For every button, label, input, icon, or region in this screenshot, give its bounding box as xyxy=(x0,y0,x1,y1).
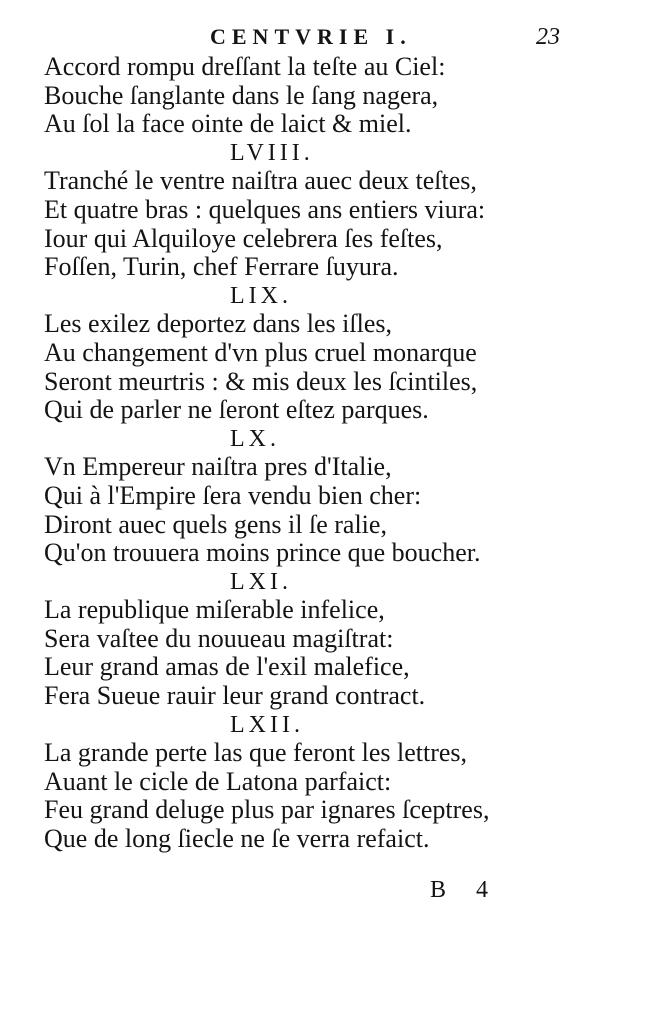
quatrain-continuation xyxy=(44,53,624,139)
verse-line: Feu grand deluge plus par ignares ſceptres, xyxy=(44,795,490,825)
verse-line: Accord rompu dreſſant la teſte au Ciel: xyxy=(44,52,446,81)
quatrain-numeral: LIX. xyxy=(230,282,292,309)
quatrain-numeral: LXII. xyxy=(230,711,304,738)
quatrain-61 xyxy=(44,568,624,711)
verse-line: Qui de parler ne ſeront eſtez parques. xyxy=(44,395,429,425)
quatrain-58 xyxy=(44,139,624,282)
verse-block xyxy=(44,53,624,854)
quatrain-numeral: LX. xyxy=(230,425,280,452)
verse-line: Vn Empereur naiſtra pres d'Italie, xyxy=(44,452,392,482)
verse-line: Auant le cicle de Latona parfaict: xyxy=(44,766,392,796)
verse-line: Qui à l'Empire ſera vendu bien cher: xyxy=(44,480,422,510)
verse-line: Diront auec quels gens il ſe ralie, xyxy=(44,509,387,539)
verse-line: Fera Sueue rauir leur grand contract. xyxy=(44,681,426,711)
verse-line: La republique miſerable infelice, xyxy=(44,595,385,625)
quatrain-60 xyxy=(44,425,624,568)
verse-line: Sera vaſtee du nouueau magiſtrat: xyxy=(44,623,394,653)
signature-number: 4 xyxy=(476,877,489,903)
quatrain-numeral: LXI. xyxy=(230,568,292,595)
signature-mark xyxy=(430,877,488,904)
verse-line: Seront meurtris : & mis deux les ſcintiles, xyxy=(44,366,478,396)
verse-line: Au changement d'vn plus cruel monarque xyxy=(44,337,477,367)
verse-line: Et quatre bras : quelques ans entiers viura: xyxy=(44,194,486,224)
running-head: CENTVRIE I. xyxy=(210,24,412,49)
verse-line: Bouche ſanglante dans le ſang nagera, xyxy=(44,80,439,110)
verse-line: Leur grand amas de l'exil malefice, xyxy=(44,652,410,682)
signature-letter: B xyxy=(430,877,447,903)
page-number: 23 xyxy=(536,24,560,50)
quatrain-62 xyxy=(44,711,624,854)
verse-line: Les exilez deportez dans les iſles, xyxy=(44,309,392,339)
verse-line: La grande perte las que feront les lettres, xyxy=(44,738,468,768)
verse-line: Que de long ſiecle ne ſe verra refaict. xyxy=(44,824,430,854)
verse-line: Iour qui Alquiloye celebrera ſes feſtes, xyxy=(44,223,443,253)
verse-line: Qu'on trouuera moins prince que boucher. xyxy=(44,538,481,568)
quatrain-numeral: LVIII. xyxy=(230,139,314,166)
verse-line: Foſſen, Turin, chef Ferrare ſuyura. xyxy=(44,252,399,282)
verse-line: Tranché le ventre naiſtra auec deux teſtes, xyxy=(44,166,477,196)
verse-line: Au ſol la face ointe de laict & miel. xyxy=(44,109,412,139)
quatrain-59 xyxy=(44,282,624,425)
